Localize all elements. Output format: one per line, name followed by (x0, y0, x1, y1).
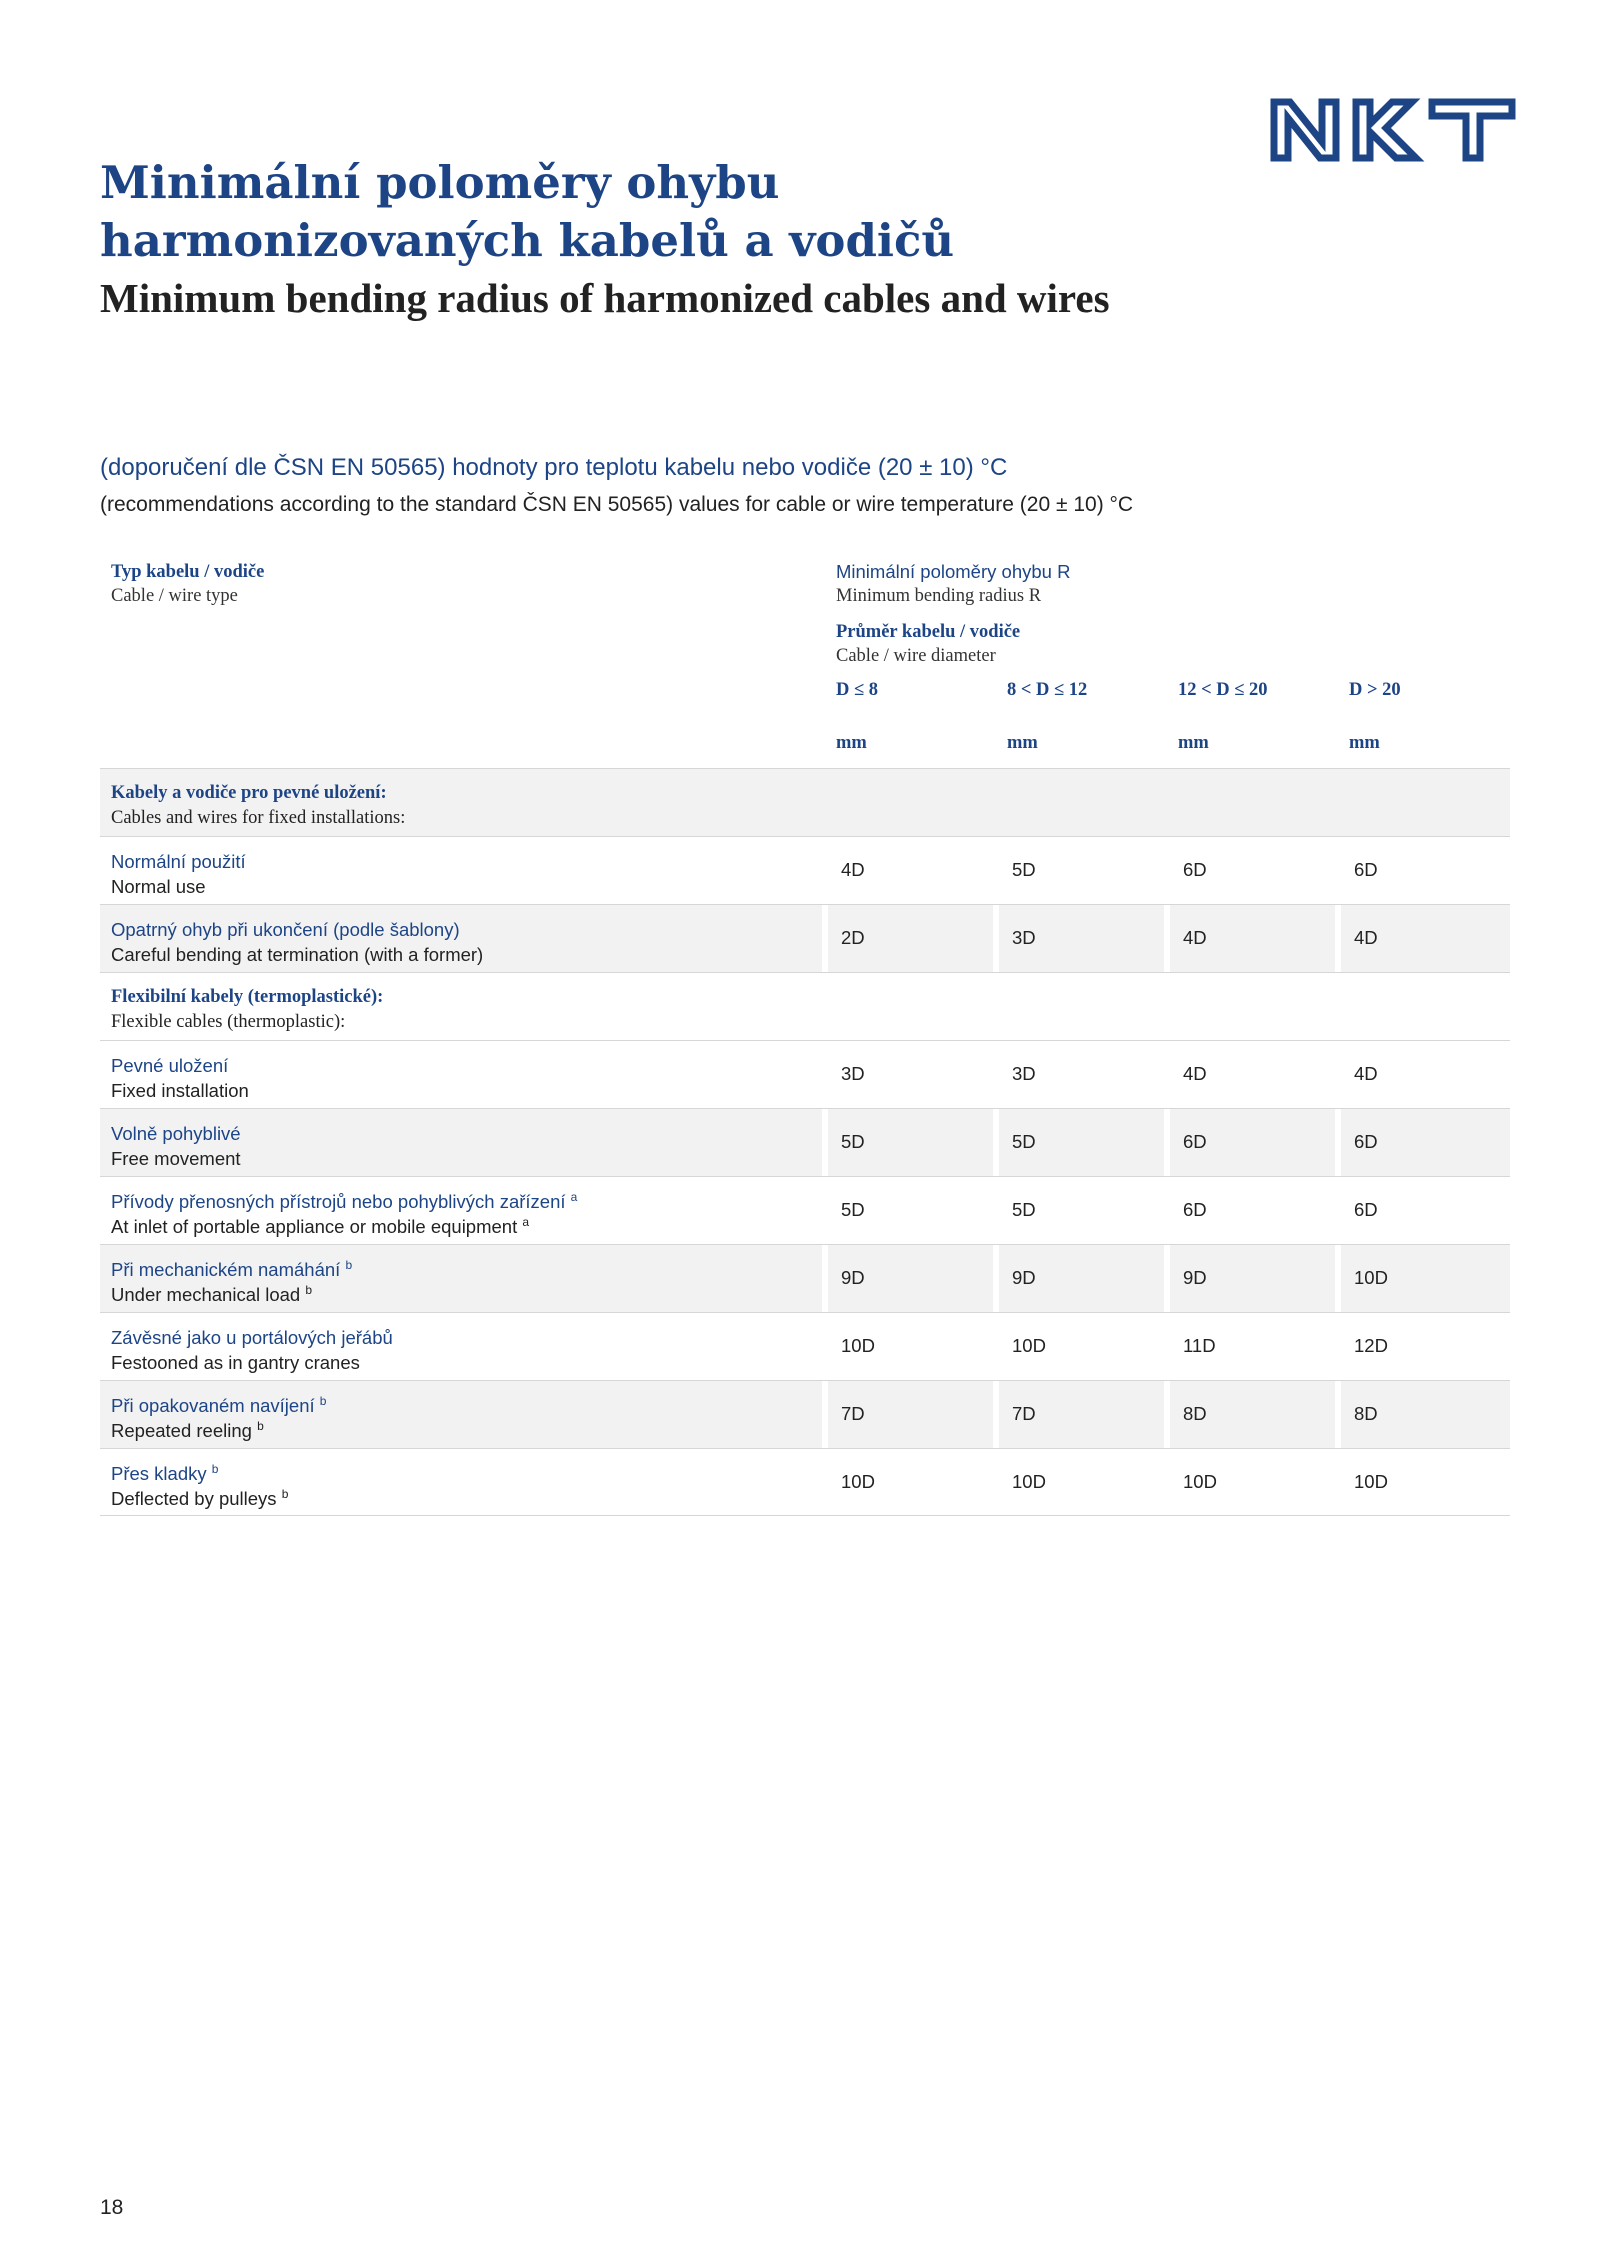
radius-value-cell: 3D (993, 1041, 1164, 1108)
cable-type-en: Cables and wires for fixed installations: (111, 808, 406, 828)
range-header: D ≤ 8 (836, 680, 879, 700)
radius-value-cell: 5D (822, 1177, 993, 1244)
cable-type-cz: Normální použití (111, 851, 246, 872)
page-subtitle: Minimum bending radius of harmonized cables and wires (100, 275, 1110, 321)
radius-value-cell: 5D (993, 837, 1164, 904)
header-diameter-en: Cable / wire diameter (836, 646, 996, 666)
radius-value-cell: 10D (993, 1449, 1164, 1515)
standard-note-cz: (doporučení dle ČSN EN 50565) hodnoty pro teplotu kabelu nebo vodiče (20 ± 10) °C (100, 454, 1008, 481)
radius-value-cell: 4D (1164, 905, 1335, 972)
radius-value-cell: 12D (1335, 1313, 1506, 1380)
page-title: Minimální poloměry ohybu harmonizovaných kabelů a vodičů (100, 156, 955, 267)
radius-value-cell: 9D (993, 1245, 1164, 1312)
radius-value-cell: 5D (993, 1109, 1164, 1176)
nkt-logo (1270, 98, 1516, 162)
range-header: 12 < D ≤ 20 (1178, 680, 1268, 700)
radius-value-cell: 5D (822, 1109, 993, 1176)
cable-type-cz: Kabely a vodiče pro pevné uložení: (111, 783, 387, 803)
cable-type-en: Free movement (111, 1148, 241, 1169)
footnote-marker: b (211, 1461, 219, 1476)
cable-type-en: Normal use (111, 876, 206, 897)
header-cable-type (111, 560, 264, 608)
radius-value-cell: 4D (1164, 1041, 1335, 1108)
cable-type-cz: Při opakovaném navíjení (111, 1395, 315, 1416)
standard-note-en: (recommendations according to the standard ČSN EN 50565) values for cable or wire temperature (20 ± 10) °C (100, 493, 1134, 516)
radius-value-cell: 10D (822, 1313, 993, 1380)
radius-value-cell: 7D (993, 1381, 1164, 1448)
header-type-en: Cable / wire type (111, 586, 238, 606)
table-row (100, 836, 1510, 904)
cable-type-en: Flexible cables (thermoplastic): (111, 1012, 346, 1032)
header-type-cz: Typ kabelu / vodiče (111, 562, 265, 582)
radius-value-cell: 11D (1164, 1313, 1335, 1380)
table-section-row (100, 972, 1510, 1040)
cable-type-cz: Volně pohyblivé (111, 1123, 241, 1144)
radius-value-cell: 3D (822, 1041, 993, 1108)
radius-value-cell: 3D (993, 905, 1164, 972)
footnote-marker: b (305, 1282, 313, 1297)
cable-type-cell (100, 837, 822, 904)
cable-type-cell (100, 769, 822, 836)
cable-type-en: Festooned as in gantry cranes (111, 1352, 360, 1373)
cable-type-cz: Při mechanickém namáhání (111, 1259, 341, 1280)
table-row (100, 1040, 1510, 1108)
radius-value-cell: 10D (1164, 1449, 1335, 1515)
cable-type-en: Deflected by pulleys (111, 1488, 277, 1509)
cable-type-cell (100, 1041, 822, 1108)
cable-type-cz: Opatrný ohyb při ukončení (podle šablony) (111, 919, 460, 940)
radius-value-cell: 6D (1335, 837, 1506, 904)
radius-value-cell: 6D (1335, 1177, 1506, 1244)
cable-type-cell (100, 905, 822, 972)
bending-radius-table (100, 768, 1510, 1516)
cable-type-cz: Závěsné jako u portálových jeřábů (111, 1327, 393, 1348)
cable-type-cell (100, 1381, 822, 1448)
footnote-marker: a (570, 1189, 578, 1204)
cable-type-cell (100, 973, 822, 1040)
cable-type-cz: Flexibilní kabely (termoplastické): (111, 987, 384, 1007)
cable-type-cell (100, 1177, 822, 1244)
radius-value-cell: 2D (822, 905, 993, 972)
header-radius-en: Minimum bending radius R (836, 586, 1042, 606)
radius-value-cell: 9D (1164, 1245, 1335, 1312)
cable-type-cz: Přívody přenosných přístrojů nebo pohyblivých zařízení (111, 1191, 566, 1212)
footnote-marker: b (257, 1418, 264, 1433)
radius-value-cell: 4D (822, 837, 993, 904)
cable-type-cz: Přes kladky (111, 1463, 207, 1484)
cable-type-en: Repeated reeling (111, 1420, 252, 1441)
table-row (100, 1176, 1510, 1244)
radius-value-cell: 6D (1335, 1109, 1506, 1176)
radius-value-cell: 6D (1164, 1177, 1335, 1244)
unit-header: mm (1178, 733, 1209, 753)
table-row (100, 1312, 1510, 1380)
cable-type-cz: Pevné uložení (111, 1055, 229, 1076)
radius-value-cell: 5D (993, 1177, 1164, 1244)
cable-type-cell (100, 1109, 822, 1176)
radius-value-cell: 7D (822, 1381, 993, 1448)
table-row (100, 1108, 1510, 1176)
radius-value-cell: 10D (1335, 1245, 1506, 1312)
page-number: 18 (100, 2196, 124, 2219)
cable-type-en: At inlet of portable appliance or mobile equipment (111, 1216, 518, 1237)
footnote-marker: b (345, 1257, 353, 1272)
header-diameter-cz: Průměr kabelu / vodiče (836, 622, 1021, 642)
unit-header: mm (836, 733, 867, 753)
table-row (100, 1448, 1510, 1516)
table-row (100, 1244, 1510, 1312)
radius-value-cell: 8D (1335, 1381, 1506, 1448)
radius-value-cell: 4D (1335, 1041, 1506, 1108)
range-header: 8 < D ≤ 12 (1007, 680, 1088, 700)
radius-value-cell: 8D (1164, 1381, 1335, 1448)
footnote-marker: a (522, 1214, 530, 1229)
header-diameter (836, 620, 1020, 668)
table-row (100, 904, 1510, 972)
table-row (100, 1380, 1510, 1448)
footnote-marker: b (281, 1486, 289, 1501)
header-radius-cz: Minimální poloměry ohybu R (836, 561, 1071, 582)
radius-value-cell: 10D (993, 1313, 1164, 1380)
radius-value-cell: 4D (1335, 905, 1506, 972)
table-section-row (100, 768, 1510, 836)
header-bending-radius (836, 560, 1070, 608)
radius-value-cell: 9D (822, 1245, 993, 1312)
radius-value-cell: 10D (822, 1449, 993, 1515)
radius-value-cell: 10D (1335, 1449, 1506, 1515)
radius-value-cell: 6D (1164, 1109, 1335, 1176)
cable-type-en: Fixed installation (111, 1080, 249, 1101)
radius-value-cell: 6D (1164, 837, 1335, 904)
unit-header: mm (1349, 733, 1380, 753)
cable-type-cell (100, 1313, 822, 1380)
range-header: D > 20 (1349, 680, 1401, 700)
cable-type-cell (100, 1245, 822, 1312)
unit-header: mm (1007, 733, 1038, 753)
cable-type-en: Under mechanical load (111, 1284, 301, 1305)
cable-type-cell (100, 1449, 822, 1515)
footnote-marker: b (319, 1393, 327, 1408)
cable-type-en: Careful bending at termination (with a former) (111, 944, 484, 965)
